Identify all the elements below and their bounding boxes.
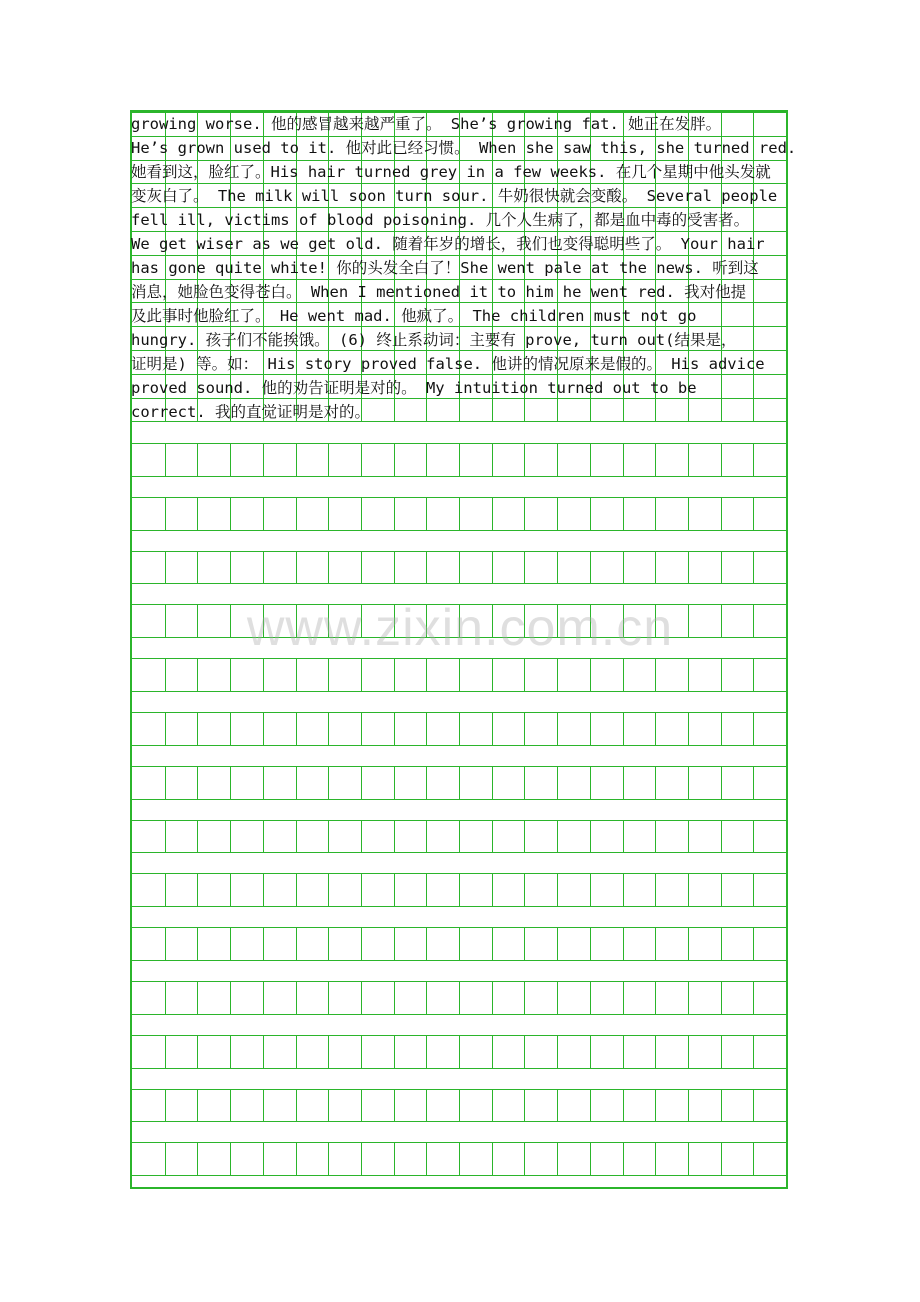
text-line-10: hungry. 孩子们不能挨饿。 (6) 终止系动词：主要有 prove, turn out(结果是， <box>131 331 737 349</box>
text-line-2: He’s grown used to it. 他对此已经习惯。 When she saw this, she turned red. <box>131 139 797 157</box>
text-line-7: has gone quite white! 你的头发全白了！She went pale at the news. 听到这 <box>131 259 759 277</box>
text-line-13: correct. 我的直觉证明是对的。 <box>131 403 370 421</box>
text-line-9: 及此事时他脸红了。 He went mad. 他疯了。 The children must not go <box>131 307 697 325</box>
text-line-8: 消息，她脸色变得苍白。 When I mentioned it to him he went red. 我对他提 <box>131 283 747 301</box>
watermark: www.zixin.com.cn <box>246 599 674 657</box>
text-line-4: 变灰白了。 The milk will soon turn sour. 牛奶很快就会变酸。 Several people <box>131 187 778 205</box>
text-line-3: 她看到这，脸红了。His hair turned grey in a few weeks. 在几个星期中他头发就 <box>131 163 771 181</box>
text-line-6: We get wiser as we get old. 随着年岁的增长，我们也变得聪明些了。 Your hair <box>131 235 765 253</box>
text-line-11: 证明是) 等。如： His story proved false. 他讲的情况原来是假的。 His advice <box>131 355 765 373</box>
text-line-5: fell ill, victims of blood poisoning. 几个人生病了，都是血中毒的受害者。 <box>131 211 750 229</box>
text-line-1: growing worse. 他的感冒越来越严重了。 She’s growing fat. 她正在发胖。 <box>131 115 722 133</box>
text-line-12: proved sound. 他的劝告证明是对的。 My intuition turned out to be <box>131 379 697 397</box>
